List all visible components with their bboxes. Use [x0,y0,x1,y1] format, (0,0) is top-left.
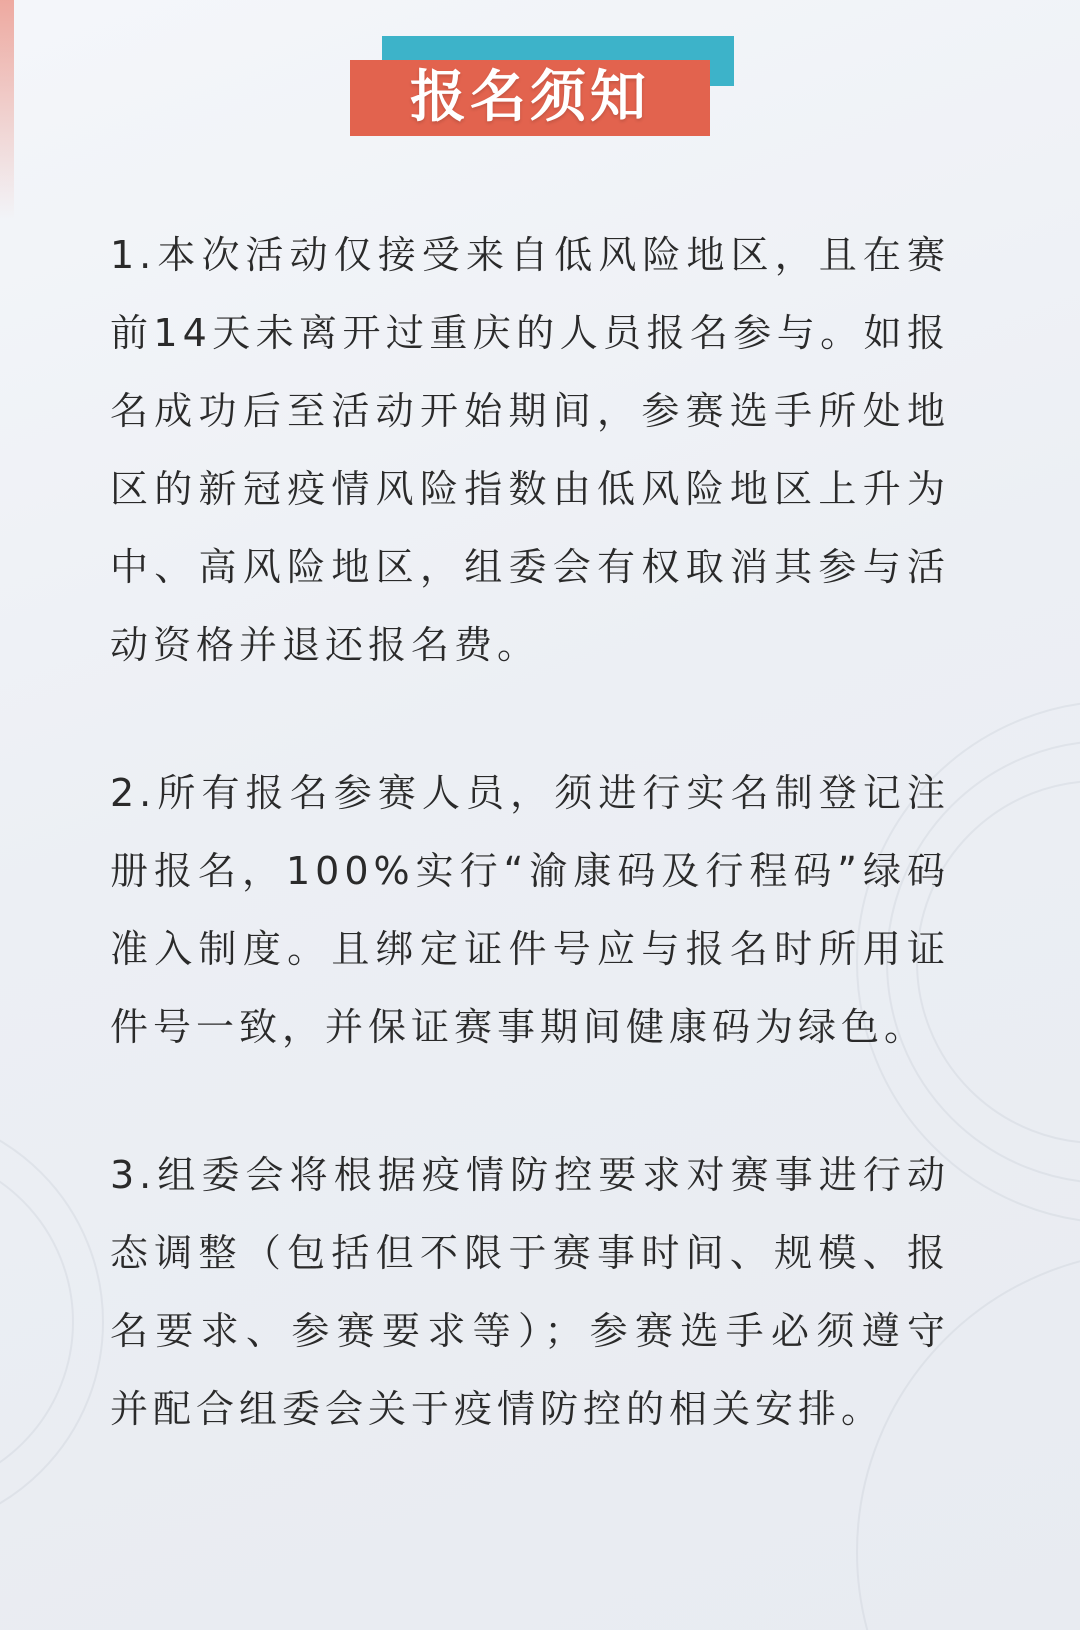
notice-item-1: 1.本次活动仅接受来自低风险地区，且在赛前14天未离开过重庆的人员报名参与。如报名成功后至活动开始期间，参赛选手所处地区的新冠疫情风险指数由低风险地区上升为中、高风险地区，组委会有权取消其参与活动资格并退还报名费。 [110,233,950,667]
notice-item-2: 2.所有报名参赛人员，须进行实名制登记注册报名，100%实行“渝康码及行程码”绿码准入制度。且绑定证件号应与报名时所用证件号一致，并保证赛事期间健康码为绿色。 [110,771,950,1049]
notice-content [110,216,950,1448]
page-title: 报名须知 [410,65,650,130]
decorative-edge-stripe [0,0,14,220]
notice-item-3: 3.组委会将根据疫情防控要求对赛事进行动态调整（包括但不限于赛事时间、规模、报名要求、参赛要求等）；参赛选手必须遵守并配合组委会关于疫情防控的相关安排。 [110,1153,950,1431]
